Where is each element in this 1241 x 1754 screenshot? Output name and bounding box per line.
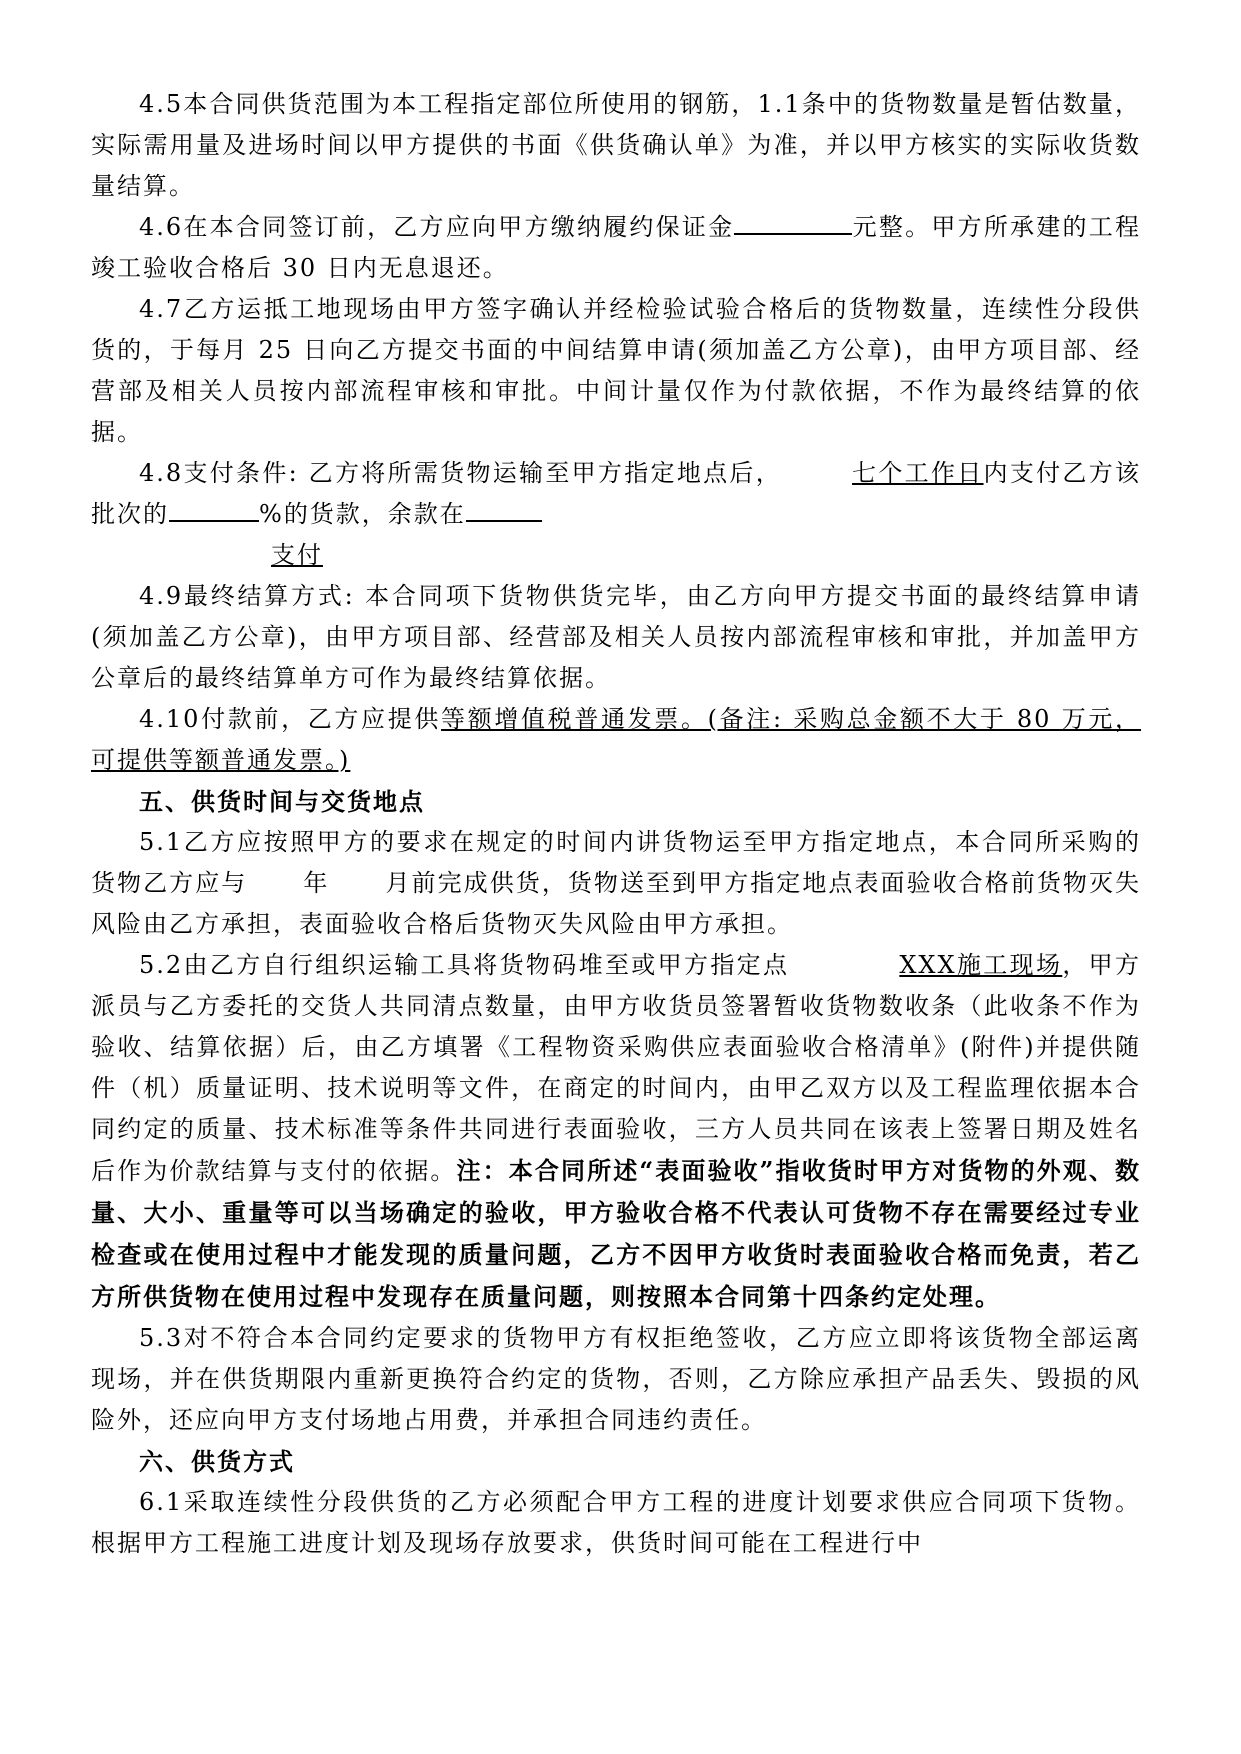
remainder-blank <box>466 494 542 522</box>
clause-5-2-part1: 5.2由乙方自行组织运输工具将货物码堆至或甲方指定点 <box>139 951 790 979</box>
clause-4-6-before: 4.6在本合同签订前，乙方应向甲方缴纳履约保证金 <box>139 213 735 241</box>
section-5-title: 五、供货时间与交货地点 <box>139 787 425 816</box>
clause-5-2-part2: ，甲方派员与乙方委托的交货人共同清点数量，由甲方收货员签署暂收货物数收条（此收条不作为验收、结算依据）后，由乙方填署《工程物资采购供应表面验收合格清单》(附件)并提供随件（机）质量证明、技术说明等文件，在商定的时间内，由甲乙双方以及工程监理依据本合同约定的质量、技术标准等条件共同进行表面验收，三方人员共同在该表上签署日期及姓名后作为价款结算与支付的依据。 <box>91 951 1141 1185</box>
clause-4-10-before: 4.10付款前，乙方应提供 <box>139 705 442 733</box>
clause-4-8-part2: 内支付乙方该批次的 <box>91 459 1142 528</box>
contract-page <box>91 84 1141 1564</box>
clause-4-9: 4.9最终结算方式: 本合同项下货物供货完毕，由乙方向甲方提交书面的最终结算申请(须加盖乙方公章)，由甲方项目部、经营部及相关人员按内部流程审核和审批，并加盖甲方公章后的最终结算单方可作为最终结算依据。 <box>91 582 1141 692</box>
clause-5-1 <box>91 822 1141 945</box>
delivery-site: XXX施工现场 <box>899 951 1063 979</box>
clause-4-8-part1: 4.8支付条件: 乙方将所需货物运输至甲方指定地点后， <box>139 459 783 487</box>
clause-5-1-part1: 5.1乙方应按照甲方的要求在规定的时间内讲货物运至甲方指定地点，本合同所采购的货物乙方应与 <box>91 828 1141 897</box>
invoice-requirement: 等额增值税普通发票。(备注: 采购总金额不大于 80 万元，可提供等额普通发票。) <box>91 705 1142 774</box>
clause-4-8 <box>91 453 1141 535</box>
percent-sign: % <box>259 500 284 528</box>
year-label: 年 <box>303 869 330 897</box>
deposit-amount-blank <box>734 207 852 235</box>
payment-days: 七个工作日 <box>852 459 984 487</box>
clause-4-7: 4.7乙方运抵工地现场由甲方签字确认并经检验试验合格后的货物数量，连续性分段供货的，于每月 25 日向乙方提交书面的中间结算申请(须加盖乙方公章)，由甲方项目部、经营部及相关人员按内部流程审核和审批。中间计量仅作为付款依据，不作为最终结算的依据。 <box>91 295 1141 446</box>
clause-6-1: 6.1采取连续性分段供货的乙方必须配合甲方工程的进度计划要求供应合同项下货物。根据甲方工程施工进度计划及现场存放要求，供货时间可能在工程进行中 <box>91 1488 1141 1557</box>
clause-4-8-part3: 的货款，余款在 <box>283 500 466 528</box>
percent-blank <box>169 494 259 522</box>
clause-4-6 <box>91 207 1141 289</box>
surface-acceptance-note: 注：本合同所述“表面验收”指收货时甲方对货物的外观、数量、大小、重量等可以当场确定的验收，甲方验收合格不代表认可货物不存在需要经过专业检查或在使用过程中才能发现的质量问题，乙方不因甲方收货时表面验收合格而免责，若乙方所供货物在使用过程中发现存在质量问题，则按照本合同第十四条约定处理。 <box>91 1156 1142 1311</box>
clause-4-8-pay-line <box>91 535 1141 576</box>
clause-5-1-part2: 月前完成供货，货物送至到甲方指定地点表面验收合格前货物灭失风险由乙方承担，表面验收合格后货物灭失风险由甲方承担。 <box>91 869 1142 938</box>
section-6-title: 六、供货方式 <box>139 1447 295 1476</box>
clause-4-10 <box>91 699 1141 781</box>
clause-4-6-after: 元整。甲方所承建的工程竣工验收合格后 30 日内无息退还。 <box>91 213 1141 282</box>
clause-5-2 <box>91 945 1141 1318</box>
clause-5-3: 5.3对不符合本合同约定要求的货物甲方有权拒绝签收，乙方应立即将该货物全部运离现场，并在供货期限内重新更换符合约定的货物，否则，乙方除应承担产品丢失、毁损的风险外，还应向甲方支付场地占用费，并承担合同违约责任。 <box>91 1324 1141 1434</box>
pay-term: 支付 <box>271 541 323 569</box>
clause-4-5: 4.5本合同供货范围为本工程指定部位所使用的钢筋，1.1条中的货物数量是暂估数量，实际需用量及进场时间以甲方提供的书面《供货确认单》为准，并以甲方核实的实际收货数量结算。 <box>91 90 1141 200</box>
